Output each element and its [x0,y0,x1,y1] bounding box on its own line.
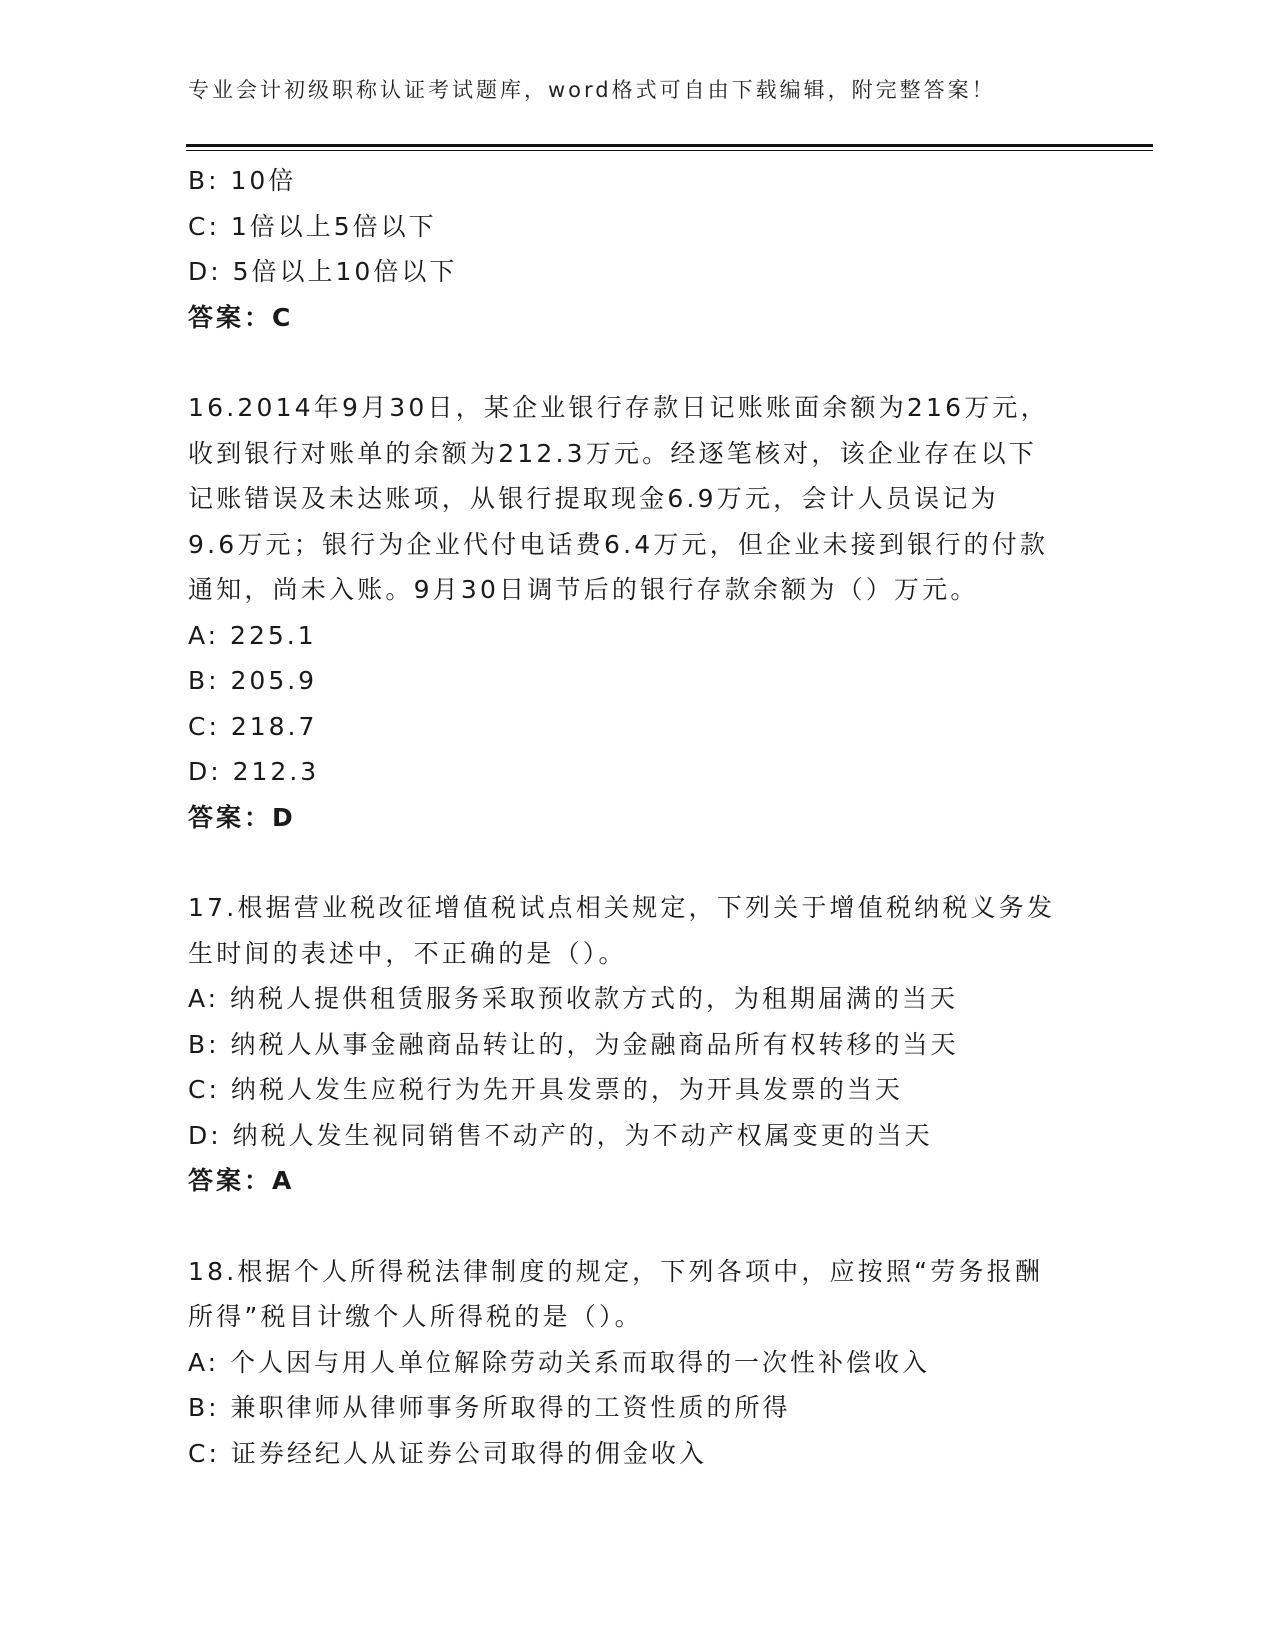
question-text-line: 17.根据营业税改征增值税试点相关规定，下列关于增值税纳税义务发 [188,893,1056,922]
option-c: C: 218.7 [188,711,318,741]
option-a: A: 纳税人提供租赁服务采取预收款方式的，为租期届满的当天 [188,984,959,1013]
option-c: C: 1倍以上5倍以下 [188,211,437,241]
page-header: 专业会计初级职称认证考试题库，word格式可自由下载编辑，附完整答案！ [188,78,996,102]
question-18 [188,1249,1088,1477]
question-17 [188,885,1088,1204]
option-b: B: 205.9 [188,666,318,695]
header-rule-thick [186,144,1153,147]
question-text-line: 记账错误及未达账项，从银行提取现金6.9万元，会计人员误记为 [188,484,999,513]
question-text-line: 收到银行对账单的余额为212.3万元。经逐笔核对，该企业存在以下 [188,438,1037,468]
question-text-line: 生时间的表述中，不正确的是（）。 [188,938,627,968]
option-a: A: 225.1 [188,620,317,650]
option-a: A: 个人因与用人单位解除劳动关系而取得的一次性补偿收入 [188,1347,931,1377]
answer: 答案：C [188,302,294,332]
answer: 答案：D [188,802,296,832]
question-text-line: 所得”税目计缴个人所得税的是（）。 [188,1302,643,1331]
question-text-line: 9.6万元；银行为企业代付电话费6.4万元，但企业未接到银行的付款 [188,529,1049,559]
option-d: D: 212.3 [188,757,320,786]
question-16 [188,385,1088,840]
question-15 [188,158,1088,340]
question-text-line: 18.根据个人所得税法律制度的规定，下列各项中，应按照“劳务报酬 [188,1256,1044,1286]
document-body [188,158,1088,1476]
question-text-line: 16.2014年9月30日，某企业银行存款日记账账面余额为216万元， [188,393,1049,422]
option-d: D: 纳税人发生视同销售不动产的，为不动产权属变更的当天 [188,1120,933,1150]
option-b: B: 兼职律师从律师事务所取得的工资性质的所得 [188,1393,791,1422]
option-c: C: 纳税人发生应税行为先开具发票的，为开具发票的当天 [188,1075,903,1104]
answer: 答案：A [188,1166,295,1195]
question-text-line: 通知，尚未入账。9月30日调节后的银行存款余额为（）万元。 [188,575,979,604]
option-b: B: 纳税人从事金融商品转让的，为金融商品所有权转移的当天 [188,1029,959,1059]
header-rule-thin [186,150,1153,151]
option-b: B: 10倍 [188,166,297,195]
option-d: D: 5倍以上10倍以下 [188,257,458,286]
option-c: C: 证券经纪人从证券公司取得的佣金收入 [188,1438,707,1468]
